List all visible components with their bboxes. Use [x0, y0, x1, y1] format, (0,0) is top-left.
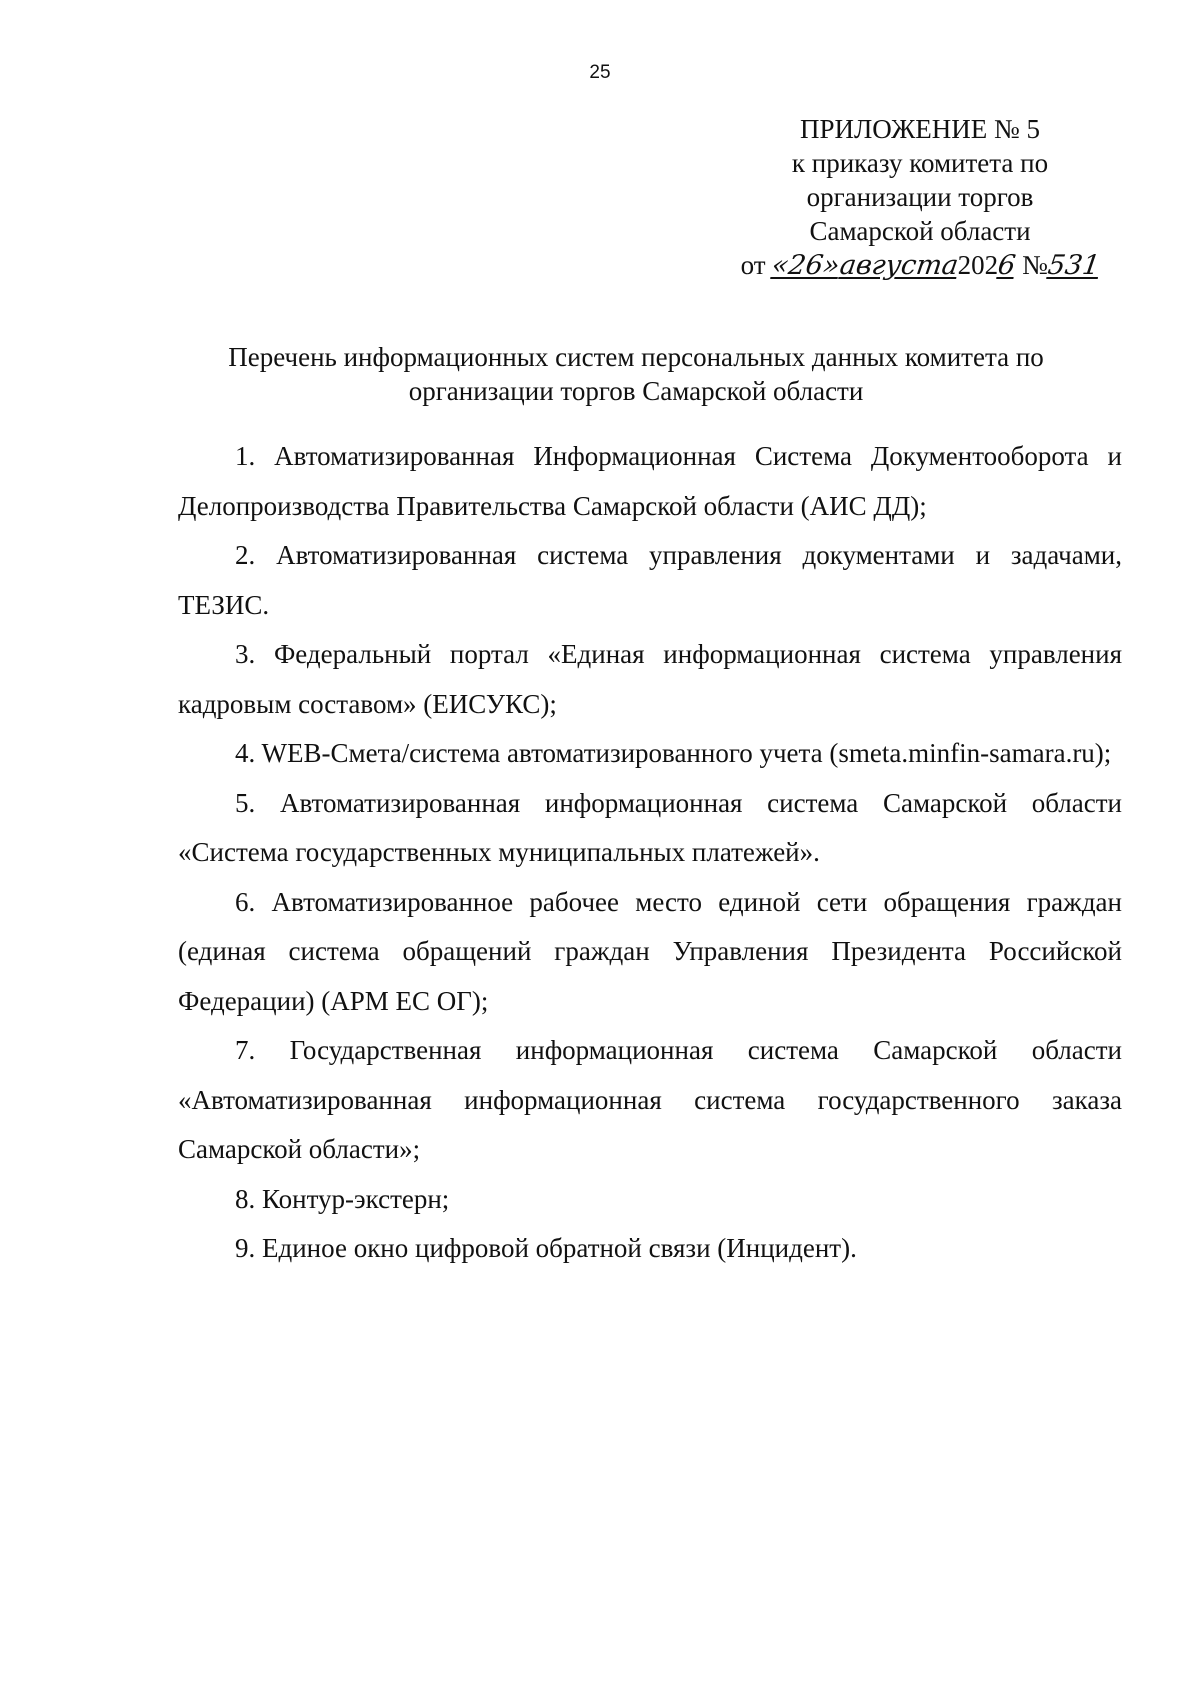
list-item: 5. Автоматизированная информационная система Самарской области «Система государственных муниципальных платежей».	[178, 787, 1122, 867]
list-item: 4. WEB-Смета/система автоматизированного учета (smeta.minfin-samara.ru);	[235, 738, 1112, 768]
number-prefix: №	[1015, 250, 1048, 280]
list-item: 8. Контур-экстерн;	[235, 1183, 450, 1214]
document-title: Перечень информационных систем персональных данных комитета по организации торгов Самарской области	[228, 342, 1044, 406]
appendix-header	[720, 112, 1120, 283]
appendix-line-order: к приказу комитета по	[791, 148, 1049, 178]
date-prefix: от	[740, 250, 773, 280]
date-year-prefix: 202	[957, 250, 999, 280]
appendix-date-line	[720, 248, 1120, 283]
handwritten-order-number: 531	[1045, 250, 1102, 281]
appendix-line-region: Самарской области	[809, 216, 1031, 246]
list-item: 3. Федеральный портал «Единая информационная система управления кадровым составом» (ЕИСУКС);	[178, 639, 1122, 719]
appendix-line-organization: организации торгов	[806, 182, 1034, 212]
handwritten-day: «26»	[770, 250, 842, 281]
list-item: 1. Автоматизированная Информационная Система Документооборота и Делопроизводства Правительства Самарской области (АИС ДД);	[178, 441, 1122, 521]
list-item: 9. Единое окно цифровой обратной связи (Инцидент).	[235, 1233, 857, 1263]
list-item: 2. Автоматизированная система управления документами и задачами, ТЕЗИС.	[178, 540, 1122, 620]
systems-list	[178, 432, 1122, 1274]
handwritten-month: августа	[837, 250, 960, 281]
appendix-title: ПРИЛОЖЕНИЕ № 5	[799, 114, 1041, 144]
list-item: 6. Автоматизированное рабочее место единой сети обращения граждан (единая система обращений граждан Управления Президента Российской Федерации) (АРМ ЕС ОГ);	[178, 886, 1122, 1016]
list-item: 7. Государственная информационная система Самарской области «Автоматизированная информационная система государственного заказа Самарской области»;	[178, 1035, 1122, 1164]
page-number: 25	[589, 62, 611, 83]
handwritten-year-digit: 6	[996, 250, 1018, 281]
